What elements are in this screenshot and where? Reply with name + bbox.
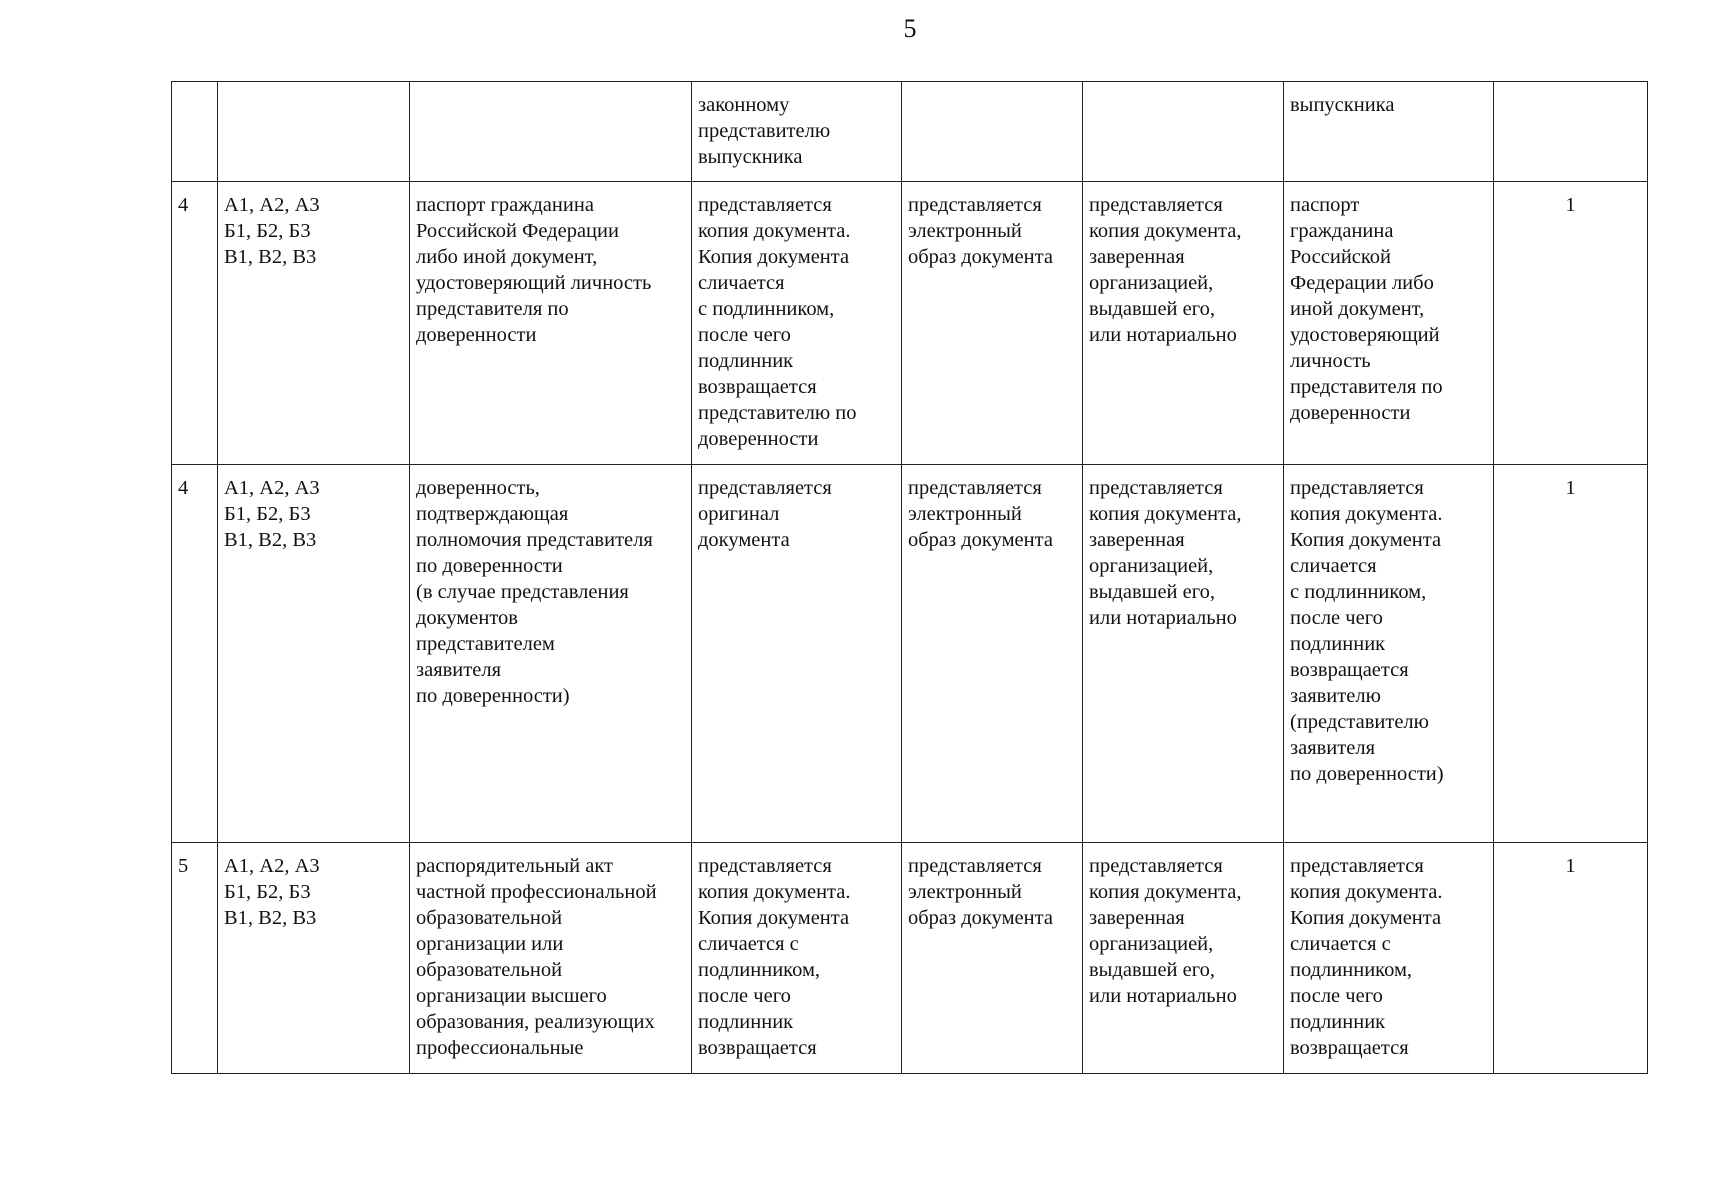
table-row [172, 82, 1648, 182]
return-method-cell: выпускника [1284, 82, 1494, 182]
row-number-cell: 5 [172, 843, 218, 1074]
certified-copy-cell: представляется копия документа, заверенная организацией, выдавшей его, или нотариально [1083, 465, 1284, 843]
page-number: 5 [903, 14, 917, 43]
certified-copy-cell: представляется копия документа, заверенная организацией, выдавшей его, или нотариально [1083, 843, 1284, 1074]
table-row [172, 465, 1648, 843]
row-number-cell [172, 82, 218, 182]
applicant-codes-cell: А1, А2, А3 Б1, Б2, Б3 В1, В2, В3 [218, 465, 410, 843]
submission-method-cell: представляется копия документа. Копия документа сличается с подлинником, после чего подлинник возвращается [692, 843, 902, 1074]
table-row [172, 843, 1648, 1074]
return-method-cell: представляется копия документа. Копия документа сличается с подлинником, после чего подлинник возвращается заявителю (представителю заявителя по доверенности) [1284, 465, 1494, 843]
quantity-cell: 1 [1494, 843, 1648, 1074]
document-name-cell [410, 82, 692, 182]
submission-method-cell: представляется копия документа. Копия документа сличается с подлинником, после чего подлинник возвращается представителю по доверенности [692, 182, 902, 465]
applicant-codes-cell: А1, А2, А3 Б1, Б2, Б3 В1, В2, В3 [218, 843, 410, 1074]
electronic-method-cell: представляется электронный образ документа [902, 465, 1083, 843]
certified-copy-cell [1083, 82, 1284, 182]
quantity-cell: 1 [1494, 182, 1648, 465]
document-name-cell: паспорт гражданина Российской Федерации либо иной документ, удостоверяющий личность представителя по доверенности [410, 182, 692, 465]
applicant-codes-cell [218, 82, 410, 182]
electronic-method-cell: представляется электронный образ документа [902, 182, 1083, 465]
submission-method-cell: представляется оригинал документа [692, 465, 902, 843]
quantity-cell: 1 [1494, 465, 1648, 843]
row-number-cell: 4 [172, 465, 218, 843]
applicant-codes-cell: А1, А2, А3 Б1, Б2, Б3 В1, В2, В3 [218, 182, 410, 465]
documents-table [171, 81, 1648, 1074]
return-method-cell: представляется копия документа. Копия документа сличается с подлинником, после чего подлинник возвращается [1284, 843, 1494, 1074]
electronic-method-cell: представляется электронный образ документа [902, 843, 1083, 1074]
certified-copy-cell: представляется копия документа, заверенная организацией, выдавшей его, или нотариально [1083, 182, 1284, 465]
quantity-cell [1494, 82, 1648, 182]
electronic-method-cell [902, 82, 1083, 182]
table-row [172, 182, 1648, 465]
return-method-cell: паспорт гражданина Российской Федерации либо иной документ, удостоверяющий личность представителя по доверенности [1284, 182, 1494, 465]
submission-method-cell: законному представителю выпускника [692, 82, 902, 182]
row-number-cell: 4 [172, 182, 218, 465]
document-name-cell: распорядительный акт частной профессиональной образовательной организации или образовательной организации высшего образования, реализующих профессиональные [410, 843, 692, 1074]
document-name-cell: доверенность, подтверждающая полномочия представителя по доверенности (в случае представления документов представителем заявителя по доверенности) [410, 465, 692, 843]
